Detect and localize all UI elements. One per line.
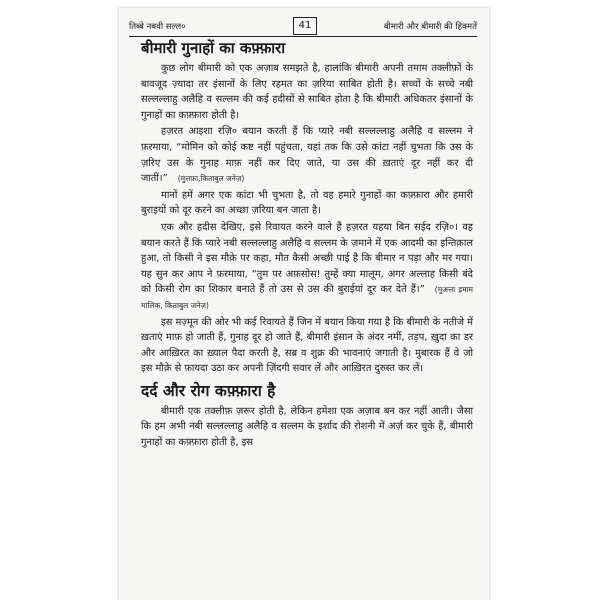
- paragraph: बीमारी एक तक्लीफ़ ज़रूर होती है, लेकिन हमेशा एक अज़ाब बन कर नहीं आती। जैसा कि हम अभी नबी सल्लल्लाहु अलैहि व सल्लम के इर्शाद की रोशनी में अर्ज़ कर चुके हैं, बीमारी गुनाहों का कफ़्फ़ारा होती है, इस: [141, 405, 473, 449]
- header-chapter-title: बीमारी और बीमारी की हिक्मतें: [383, 22, 477, 32]
- paragraph-text: एक और हदीस देखिए, इसे रिवायत करने वाले हैं हज़रत यहया बिन सईद रज़ि०। वह बयान करते हैं कि प्यारे नबी सल्लल्लाहु अलैहि व सल्लम के ज़माने में एक आदमी का इन्तिक़ाल हुआ, तो किसी ने इस मौक़े पर कहा, मौत कैसी अच्छी पाई है कि बीमार न पड़ा और मर गया। यह सुन कर आप ने फ़रमाया, “तुम पर अफ़सोस! तुम्हें क्या मालूम, अगर अल्लाह किसी बंदे को किसी रोग का शिकार बनाते हैं तो उस से उस की बुराईयां दूर कर देते हैं।”: [141, 221, 473, 296]
- paragraph: [141, 220, 473, 314]
- header-book-title: तिब्बे नबवी सल्ल०: [129, 22, 186, 32]
- running-header: [129, 18, 477, 37]
- section-heading: दर्द और रोग कफ़्फ़ारा है: [141, 381, 276, 400]
- paragraph-text: हज़रत आइशा रज़ि० बयान करती हैं कि प्यारे नबी सल्लल्लाहु अलैहि व सल्लम ने फ़रमाया, “मोमिन को कोई कष्ट नहीं पहुंचता, यहां तक कि उसे कांटा नहीं चुभता कि उस के ज़रिए उस के गुनाह माफ़ नहीं कर दिए जाते, या उस की ख़ताएं दूर नहीं कर दी जातीं।”: [141, 126, 473, 185]
- book-page: [119, 8, 489, 600]
- paragraph: [141, 124, 473, 186]
- paragraph: इस मज़्मून की ओर भी कई रिवायते हैं जिन में बयान किया गया है कि बीमारी के नतीजे में ख़ताएं माफ़ हो जाती हैं, गुनाह दूर हो जाते हैं, बीमारी इंसान के अंदर नर्मी, तड़प, ख़ुदा का डर और आख़िरत का ख़्याल पैदा करती है, सब्र व शुक्र की भावनाएं जगाती है। मुबारक हैं वे जो इस मौक़े से फ़ायदा उठा कर अपनी ज़िंदगी सवार लें और आख़िरत दुरुस्त कर लें।: [141, 316, 474, 375]
- citation: (मुअत्ता इमाम मालिक, किताबुल जनेज़): [141, 285, 474, 310]
- paragraph: मानों हमें अगर एक कांटा भी चुभता है, तो वह हमारे गुनाहों का कफ़्फ़ारा और हमारी बुराइयों को दूर करने का अच्छा ज़रिया बन जाता है।: [141, 189, 473, 217]
- page-content: [141, 38, 473, 452]
- paragraph: कुछ लोग बीमारी को एक अज़ाब समझते है, हालांकि बीमारी अपनी तमाम तक्लीफ़ों के बावजूद ज़्यादा तर इंसानों के लिए रहमत का ज़रिया साबित होती है। सच्चों के सच्चे नबी सल्लल्लाहु अलैहि व सल्लम की कई हदीसों से साबित होता है कि बीमारी अधिकतर इंसानों के गुनाहों का कफ़्फ़ारा होती है।: [141, 63, 473, 121]
- page-number: 41: [293, 17, 317, 35]
- section-heading: बीमारी गुनाहों का कफ़्फ़ारा: [141, 39, 286, 57]
- citation: (मुत्तफ़ा,किताबुल जनेज़): [177, 174, 245, 184]
